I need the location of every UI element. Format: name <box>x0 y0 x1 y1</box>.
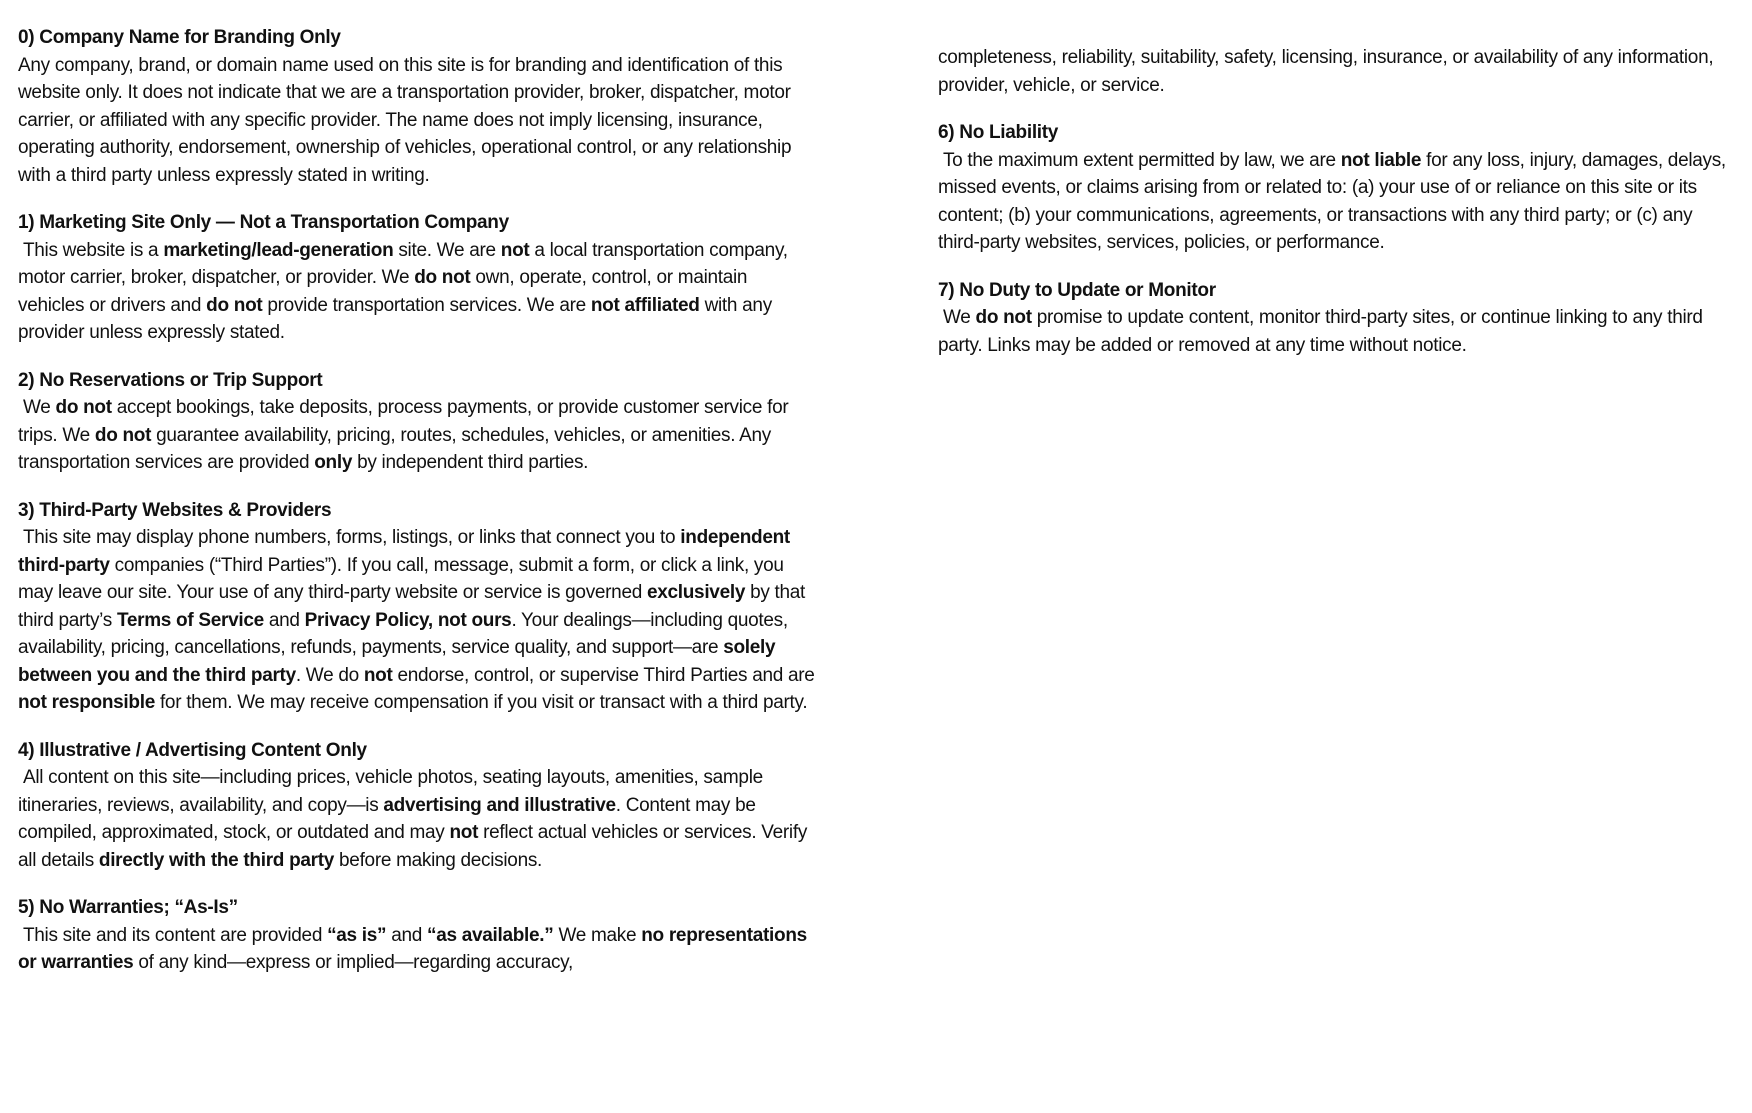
column-left <box>18 0 818 1113</box>
body-text: for any loss, injury, damages, delays, missed events, or claims arising from or related to: (a) your use of or reliance on this site or its content; (b) your communications, agreements, or transactions with any third party; or (c) any third-party websites, services, policies, or performance. <box>938 149 1731 253</box>
body-text: We <box>18 397 56 418</box>
body-text: To the maximum extent permitted by law, we are <box>938 149 1341 171</box>
emphasis-text: advertising and illustrative <box>383 794 616 816</box>
emphasis-text: marketing/lead-generation <box>163 239 394 261</box>
emphasis-text: exclusively <box>646 582 746 603</box>
section-heading: 1) Marketing Site Only — Not a Transportation Company <box>18 212 509 233</box>
section-heading: 5) No Warranties; “As-Is” <box>18 897 238 918</box>
body-text: . Content may be compiled, approximated, stock, or outdated and may <box>18 794 761 843</box>
body-text: . Your dealings—including quotes, availability, pricing, cancellations, refunds, payments, service quality, and support—are <box>18 609 793 658</box>
section-heading: 3) Third-Party Websites & Providers <box>18 499 332 521</box>
section-heading: 7) No Duty to Update or Monitor <box>938 279 1216 301</box>
emphasis-text: not <box>449 822 479 843</box>
section-heading: 2) No Reservations or Trip Support <box>18 369 323 391</box>
emphasis-text: directly with the third party <box>98 849 335 871</box>
disclaimer-section <box>938 277 1738 360</box>
body-text: by independent third parties. <box>352 452 589 473</box>
body-text: of any kind—express or implied—regarding accuracy, <box>133 952 573 973</box>
column-right <box>938 0 1738 1113</box>
section-heading: 0) Company Name for Branding Only <box>18 27 341 48</box>
body-text: by that third party’s <box>18 582 810 631</box>
body-text: This site may display phone numbers, forms, listings, or links that connect you to <box>18 527 681 548</box>
emphasis-text: not <box>500 239 530 261</box>
body-text: promise to update content, monitor third-party sites, or continue linking to any third party. Links may be added or removed at any time without notice. <box>938 307 1708 356</box>
body-text: and <box>263 609 305 631</box>
disclaimer-section <box>18 209 818 347</box>
emphasis-text: not <box>363 664 393 686</box>
body-text: with any provider unless expressly stated. <box>18 294 777 343</box>
emphasis-text: Privacy Policy, not ours <box>304 609 512 631</box>
emphasis-text: not affiliated <box>590 294 700 316</box>
emphasis-text: only <box>314 452 353 473</box>
emphasis-text: “as is” <box>327 924 387 946</box>
body-text: before making decisions. <box>334 849 543 871</box>
disclaimer-section <box>18 24 818 189</box>
emphasis-text: no representations or warranties <box>18 924 812 973</box>
emphasis-text: independent third-party <box>18 527 795 576</box>
body-text: All content on this site—including prices, vehicle photos, seating layouts, amenities, sample itineraries, reviews, availability, and copy—is <box>18 767 768 816</box>
body-text: accept bookings, take deposits, process payments, or provide customer service for trips. We <box>18 397 794 446</box>
body-text: We <box>938 307 976 328</box>
body-text: This website is a <box>18 239 164 261</box>
emphasis-text: “as available.” <box>427 924 554 946</box>
disclaimer-section <box>938 119 1738 257</box>
emphasis-text: do not <box>975 307 1032 328</box>
body-text: This site and its content are provided <box>18 924 328 946</box>
body-text: own, operate, control, or maintain vehicles or drivers and <box>18 267 753 316</box>
emphasis-text: do not <box>55 397 112 418</box>
emphasis-text: do not <box>206 294 263 316</box>
body-text: for them. We may receive compensation if you visit or transact with a third party. <box>154 692 808 713</box>
body-text: guarantee availability, pricing, routes, schedules, vehicles, or amenities. Any transportation services are provided <box>18 424 776 473</box>
emphasis-text: not responsible <box>18 692 155 713</box>
emphasis-text: do not <box>94 424 152 446</box>
emphasis-text: do not <box>414 267 471 288</box>
disclaimer-section <box>18 497 818 717</box>
disclaimer-section <box>18 367 818 477</box>
body-text: completeness, reliability, suitability, safety, licensing, insurance, or availability of any information, provider, vehicle, or service. <box>938 47 1719 96</box>
section-heading: 6) No Liability <box>938 122 1059 143</box>
disclaimer-section <box>18 894 818 977</box>
body-text: site. We are <box>393 239 501 261</box>
body-text: a local transportation company, motor carrier, broker, dispatcher, or provider. We <box>18 239 793 288</box>
body-text: Any company, brand, or domain name used on this site is for branding and identification of this website only. It does not indicate that we are a transportation provider, broker, dispatcher, motor carrier, or affiliated with any specific provider. The name does not imply licensing, insurance, operating authority, endorsement, ownership of vehicles, operational control, or any relationship with a third party unless expressly stated in writing. <box>18 54 797 186</box>
body-text: We make <box>553 924 642 946</box>
body-text: reflect actual vehicles or services. Verify all details <box>18 822 813 871</box>
disclaimer-section <box>18 737 818 875</box>
section-heading: 4) Illustrative / Advertising Content Only <box>18 739 367 761</box>
emphasis-text: not liable <box>1340 149 1422 171</box>
body-text: companies (“Third Parties”). If you call, message, submit a form, or click a link, you may leave our site. Your use of any third-party website or service is governed <box>18 554 789 603</box>
disclaimer-section-continuation <box>938 44 1738 99</box>
body-text: endorse, control, or supervise Third Parties and are <box>392 664 820 686</box>
emphasis-text: solely between you and the third party <box>18 637 781 686</box>
body-text: . We do <box>295 664 364 686</box>
body-text: and <box>386 924 428 946</box>
body-text: provide transportation services. We are <box>262 294 591 316</box>
emphasis-text: Terms of Service <box>116 609 264 631</box>
